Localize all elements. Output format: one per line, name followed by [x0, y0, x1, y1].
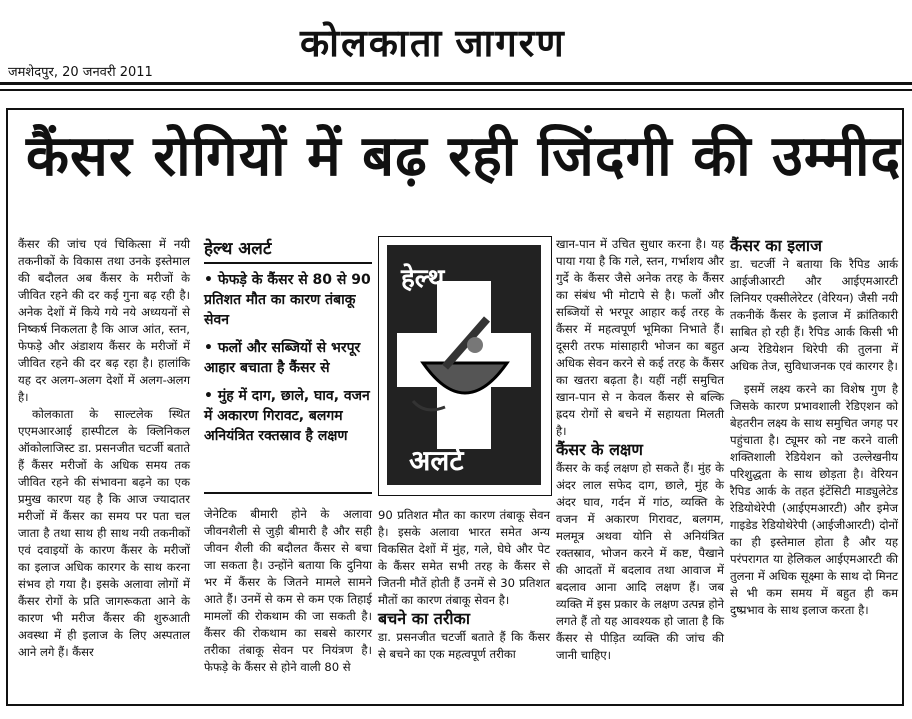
paragraph: खान-पान में उचित सुधार करना है। यह पाया गया है कि गले, स्तन, गर्भाशय और गुर्दे के कैंसर जैसे अनेक तरह के कैंसर का संबंध भी मोटापे से है। फलों और सब्जियों से भरपूर आहार कई तरह के कैंसर में महत्वपूर्ण भूमिका निभाते हैं। दूसरी तरफ मांसाहारी भोजन का बहुत अधिक सेवन करने से कई तरह के कैंसर का खतरा बढ़ता है। यहीं नहीं समुचित खान-पान से न केवल कैंसर से बल्कि ह्रदय रोगों से बचने में सहायता मिलती है। — [556, 237, 724, 438]
paragraph: जेनेटिक बीमारी होने के अलावा जीवनशैली से जुड़ी बीमारी है और सही जीवन शैली की बदौलत कैंसर से बचा जा सकता है। उन्होंने बताया कि दुनिया भर में कैंसर के जितने मामले सामने आते हैं। उनमें से कम से कम एक तिहाई मामलों की रोकथाम की जा सकती है। कैंसर की रोकथाम का सबसे कारगर तरीका तंबाकू सेवन पर नियंत्रण है। फेफड़े के कैंसर से होने वाली 80 से — [204, 507, 372, 674]
masthead-rule — [0, 82, 912, 85]
list-item: • मुंह में दाग, छाले, घाव, वजन में अकारण गिरावट, बलगम अनियंत्रित रक्तस्राव है लक्षण — [204, 388, 370, 444]
section-heading: कैंसर का इलाज — [730, 236, 822, 255]
article-column-1 — [18, 236, 190, 661]
paragraph: कैंसर के कई लक्षण हो सकते हैं। मुंह के अंदर लाल सफेद दाग, छाले, मुंह के अंदर घाव, गर्दन में गांठ, व्यक्ति के वजन में अकारण गिरावट, बलगम, मलमूत्र अथवा योनि से अनियंत्रित रक्तस्राव, भोजन करने में कष्ट, पैखाने की आदतों में बदलाव तथा आवाज में बदलाव आना आदि लक्षण हैं। जब व्यक्ति में इस प्रकार के लक्षण उत्पन्न होने लगते हैं तो यह आवश्यक हो जाता है कि कैंसर से पीड़ित व्यक्ति की जांच की जानी चाहिए। — [556, 461, 724, 662]
list-item: • फलों और सब्जियों से भरपूर आहार बचाता है कैंसर से — [204, 340, 361, 376]
article-headline: कैंसर रोगियों में बढ़ रही जिंदगी की उम्मीद — [26, 124, 902, 189]
logo-background — [387, 245, 541, 485]
health-alert-logo — [378, 236, 552, 496]
mortar-pestle-icon — [405, 305, 525, 425]
section-heading: बचने का तरीका — [378, 609, 470, 628]
divider — [204, 262, 372, 264]
logo-text-top: हेल्थ — [401, 264, 445, 294]
brand-word-2: जागरण — [455, 21, 566, 65]
masthead — [0, 0, 912, 100]
article-column-4 — [556, 236, 724, 664]
article-column-2 — [204, 506, 372, 676]
paragraph: 90 प्रतिशत मौत का कारण तंबाकू सेवन है। इसके अलावा भारत समेत अन्य विकसित देशों में मुंह, गले, घेघे और पेट के कैंसर समेत सभी तरह के कैंसर से जितनी मौतें होती हैं उनमें से 30 प्रतिशत मौतों का कारण तंबाकू सेवन है। — [378, 508, 550, 607]
list-item-text: फेफड़े के कैंसर से 80 से 90 प्रतिशत मौत का कारण तंबाकू सेवन — [204, 272, 371, 328]
newspaper-brand — [300, 16, 566, 68]
section-heading: कैंसर के लक्षण — [556, 440, 643, 459]
brand-word-1: कोलकाता — [300, 21, 444, 65]
list-item-text: फलों और सब्जियों से भरपूर आहार बचाता है कैंसर से — [204, 340, 361, 376]
logo-text-bottom: अलर्ट — [409, 444, 464, 477]
health-alert-list — [204, 270, 372, 454]
masthead-rule — [0, 89, 912, 91]
paragraph: डा. चटर्जी ने बताया कि रैपिड आर्क आईजीआरटी और आईएमआरटी लिनियर एक्सीलेरेटर (वेरियन) जैसी नयी तकनीकें कैंसर के इलाज में क्रांतिकारी साबित हो रही हैं। रैपिड आर्क किसी भी अन्य रेडियेशन थिरेपी की तुलना में अधिक तेज, सुविधाजनक एवं कारगर है। — [730, 257, 898, 373]
paragraph: कैंसर की जांच एवं चिकित्सा में नयी तकनीकों के विकास तथा उनके इस्तेमाल की बदौलत अब कैंसर के मरीजों के जीवित रहने की दर कई गुना बढ़ रही है। अनेक देशों में किये गये नये अध्ययनों से निष्कर्ष निकलता है कि आज आंत, स्तन, फेफड़े और अंडाशय कैंसर के मरीजों में जीवित रहने की दर बढ़ रहा है। हालांकि यह दर अलग-अलग देशों में अलग-अलग है। — [18, 237, 190, 404]
paragraph: डा. प्रसनजीत चटर्जी बताते हैं कि कैंसर से बचने का एक महत्वपूर्ण तरीका — [378, 630, 550, 661]
list-item-text: मुंह में दाग, छाले, घाव, वजन में अकारण गिरावट, बलगम अनियंत्रित रक्तस्राव है लक्षण — [204, 388, 370, 444]
health-alert-title: हेल्थ अलर्ट — [204, 239, 272, 259]
dateline: जमशेदपुर, 20 जनवरी 2011 — [8, 65, 153, 80]
article-column-3 — [378, 507, 550, 663]
article-box — [6, 108, 904, 706]
article-column-5 — [730, 236, 898, 619]
paragraph: कोलकाता के साल्टलेक स्थित एएमआरआई हास्पीटल के क्लिनिकल ऑकोलाजिस्ट डा. प्रसनजीत चटर्जी बताते हैं कैंसर मरीजों के अधिक समय तक जीवित रहने की संभावना बढ़ने का एक प्रमुख कारण यह है कि आज ज्यादातर मरीजों में कैंसर का समय पर पता चल जाता है तथा साथ ही साथ नयी तकनीकों एवं दवाइयों के कारण कैंसर के मरीजों का इलाज अधिक कारगर के साथ करना संभव हो गया है। इसके अलावा लोगों में कैंसर रोगों के प्रति जागरूकता आने के कारण भी मरीज कैंसर की शुरुआती अवस्था में ही इलाज के लिए अस्पताल आने लगे हैं। कैंसर — [18, 407, 190, 659]
list-item: • फेफड़े के कैंसर से 80 से 90 प्रतिशत मौत का कारण तंबाकू सेवन — [204, 272, 371, 328]
paragraph: इसमें लक्ष्य करने का विशेष गुण है जिसके कारण प्रभावशाली रेडिएशन को बेहतरीन लक्ष्य के साथ समुचित जगह पर पहुंचाता है। ट्यूमर को नष्ट करने वाली शक्तिशाली रेडियेशन को उल्लेखनीय परिशुद्धता के साथ छोड़ता है। वेरियन रैपिड आर्क के तहत इंटेंसिटी माड्युलेटेड रेडियोथेरेपी (आईएमआरटी) और इमेज गाइडेड रेडियोथेरेपी (आईजीआरटी) दोनों का ही इस्तेमाल होता है और यह परंपरागत या हेलिकल आईएमआरटी की तुलना में अधिक सूक्ष्मा के साथ दो मिनट से भी कम समय में बहुत ही कम दुष्प्रभाव के साथ इलाज करता है। — [730, 382, 898, 617]
divider — [204, 492, 372, 494]
